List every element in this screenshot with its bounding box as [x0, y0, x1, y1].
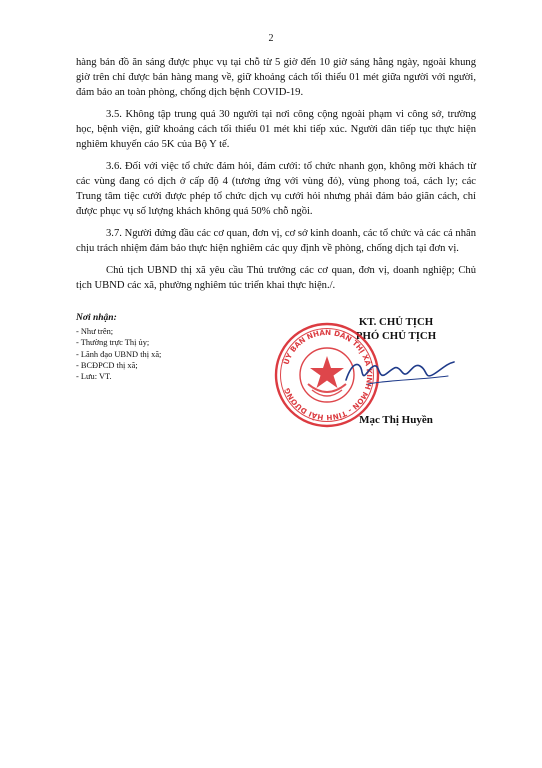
- paragraph-3-6: 3.6. Đối với việc tổ chức đám hỏi, đám cưới: tổ chức nhanh gọn, không mời khách từ các vùng đang có dịch ở cấp độ 4 (tương ứng với vùng đỏ), vùng phong toả, cách ly; các Trung tâm tiệc cưới được phép tổ chức dịch vụ cưới hỏi nhưng phải đảm bảo giãn cách, chỉ được phục vụ số lượng khách không quá 50% chỗ ngồi.: [76, 161, 476, 217]
- paragraph-continuation: hàng bán đồ ăn sáng được phục vụ tại chỗ từ 5 giờ đến 10 giờ sáng hằng ngày, ngoài khung giờ trên chỉ được bán hàng mang về, giữ khoảng cách tối thiểu 01 mét giữa người với người, đảm bảo an toàn phòng, chống dịch bệnh COVID-19.: [76, 57, 476, 98]
- paragraph-3-5: 3.5. Không tập trung quá 30 người tại nơi công cộng ngoài phạm vi công sở, trường học, bệnh viện, giữ khoảng cách tối thiểu 01 mét khi tiếp xúc. Người dân tiếp tục thực hiện nghiêm khuyến cáo 5K của Bộ Y tế.: [76, 109, 476, 150]
- recipients-block: [76, 313, 266, 382]
- recipients-title: Nơi nhận:: [76, 313, 117, 323]
- recipient-item: - Như trên;: [76, 327, 114, 337]
- recipient-item: - Lưu: VT.: [76, 372, 112, 382]
- recipient-item: - Lãnh đạo UBND thị xã;: [76, 349, 162, 359]
- signature-title-line1: KT. CHỦ TỊCH: [358, 316, 434, 328]
- document-body: [76, 55, 476, 300]
- page-number: 2: [268, 33, 274, 44]
- paragraph-3-7: 3.7. Người đứng đầu các cơ quan, đơn vị, cơ sở kinh doanh, các tổ chức và các cá nhân chịu trách nhiệm đảm bảo thực hiện nghiêm các quy định về phòng, chống dịch tại đơn vị.: [76, 228, 476, 254]
- recipient-item: - Thường trực Thị ủy;: [76, 338, 150, 348]
- recipient-item: - BCĐPCD thị xã;: [76, 360, 138, 370]
- signature-title-line2: PHÓ CHỦ TỊCH: [355, 330, 437, 342]
- signer-name: Mạc Thị Huyền: [359, 414, 433, 426]
- paragraph-closing: Chủ tịch UBND thị xã yêu cầu Thủ trưởng các cơ quan, đơn vị, doanh nghiệp; Chủ tịch UBND các xã, phường nghiêm túc triển khai thực hiện./.: [76, 265, 476, 291]
- svg-text:ỦY BAN NHÂN DÂN THỊ XÃ KINH MÔ: ỦY BAN NHÂN DÂN THỊ XÃ KINH MÔN - TỈNH HẢI DƯƠNG: [281, 327, 375, 423]
- handwritten-signature: [338, 350, 458, 395]
